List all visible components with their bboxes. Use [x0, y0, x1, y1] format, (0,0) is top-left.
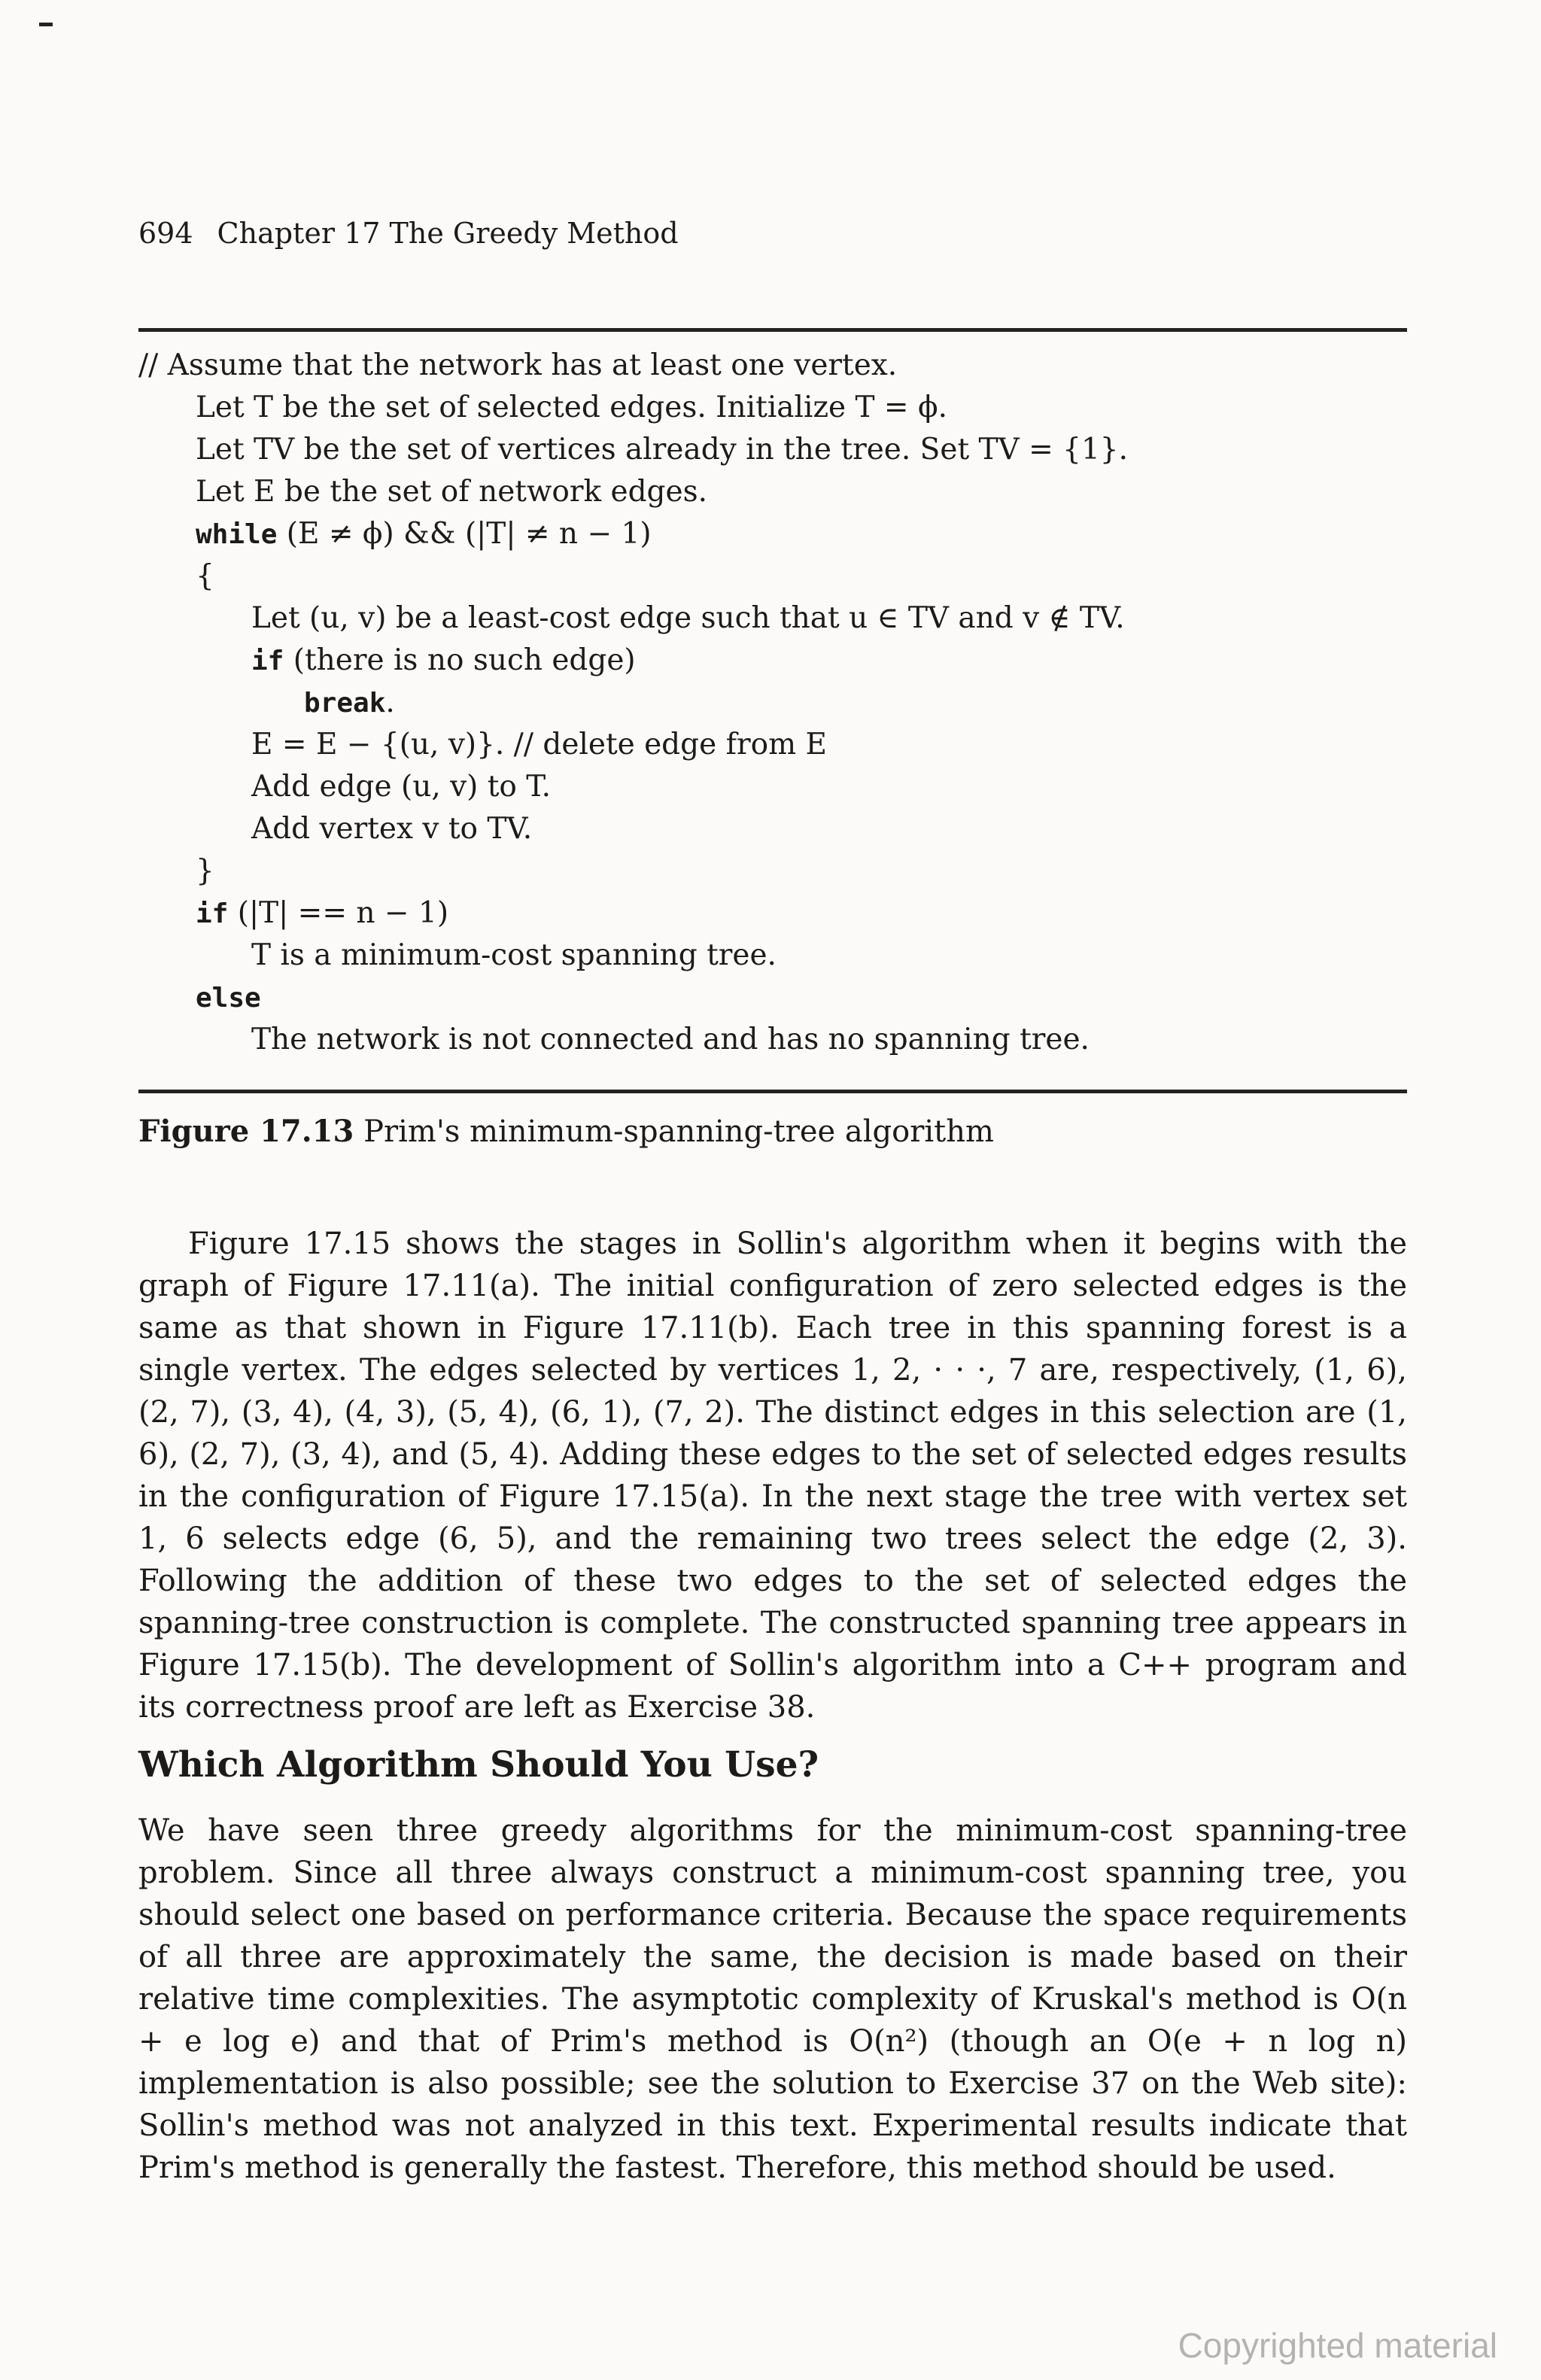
algo-line: // Assume that the network has at least one vertex. — [138, 348, 898, 382]
algo-line: Add edge (u, v) to T. — [251, 770, 551, 804]
figure-bottom-rule — [138, 1090, 1407, 1093]
algo-line: Add vertex v to TV. — [251, 812, 533, 846]
keyword-while: while — [196, 519, 278, 550]
algo-line: Let TV be the set of vertices already in the tree. Set TV = {1}. — [196, 433, 1129, 467]
algo-line: if (there is no such edge) — [251, 643, 636, 677]
copyright-watermark: Copyrighted material — [1178, 2326, 1497, 2365]
figure-caption-text: Prim's minimum-spanning-tree algorithm — [354, 1114, 994, 1149]
algo-line: The network is not connected and has no spanning tree. — [251, 1023, 1090, 1056]
keyword-break: break — [304, 688, 386, 719]
body-paragraph-sollin — [138, 1223, 1407, 1728]
algo-line: Let (u, v) be a least-cost edge such that u ∈ TV and v ∉ TV. — [251, 601, 1125, 635]
page-number: 694 — [138, 217, 193, 250]
algo-line: if (|T| == n − 1) — [196, 896, 449, 930]
figure-top-rule — [138, 328, 1407, 332]
algo-line: break. — [304, 685, 395, 719]
scan-mark — [39, 23, 53, 26]
algo-line: Let E be the set of network edges. — [196, 475, 708, 509]
paragraph-text: Figure 17.15 shows the stages in Sollin's algorithm when it begins with the graph of Figure 17.11(a). The initial configuration of zero selected edges is the same as that shown in Figure 17.11(b). Each tree in this spanning forest is a single vertex. The edges selected by vertices 1, 2, · · ·, 7 are, respectively, (1, 6), (2, 7), (3, 4), (4, 3), (5, 4), (6, 1), (7, 2). The distinct edges in this selection are (1, 6), (2, 7), (3, 4), and (5, 4). Adding these edges to the set of selected edges results in the configuration of Figure 17.15(a). In the next stage the tree with vertex set 1, 6 selects edge (6, 5), and the remaining two trees select the edge (2, 3). Following the addition of these two edges to the set of selected edges the spanning-tree construction is complete. The constructed spanning tree appears in Figure 17.15(b). The development of Sollin's algorithm into a C++ program and its correctness proof are left as Exercise 38. — [138, 1226, 1407, 1725]
algo-line: { — [196, 559, 214, 593]
running-header — [138, 217, 679, 250]
section-heading: Which Algorithm Should You Use? — [138, 1744, 819, 1786]
algo-line: T is a minimum-cost spanning tree. — [251, 938, 777, 972]
algo-line: } — [196, 854, 214, 888]
paragraph-text: We have seen three greedy algorithms for the minimum-cost spanning-tree problem. Since all three always construct a minimum-cost spanning tree, you should select one based on performance criteria. Because the space requirements of all three are approximately the same, the decision is made based on their relative time complexities. The asymptotic complexity of Kruskal's method is O(n + e log e) and that of Prim's method is O(n²) (though an O(e + n log n) implementation is also possible; see the solution to Exercise 37 on the Web site): Sollin's method was not analyzed in this text. Experimental results indicate that Prim's method is generally the fastest. Therefore, this method should be used. — [138, 1813, 1407, 2185]
chapter-title: Chapter 17 The Greedy Method — [217, 217, 679, 250]
keyword-else: else — [196, 983, 261, 1014]
algo-line: while (E ≠ ϕ) && (|T| ≠ n − 1) — [196, 517, 652, 551]
algo-line — [196, 983, 261, 1012]
body-paragraph-which-algorithm — [138, 1810, 1407, 2189]
keyword-if: if — [196, 898, 229, 929]
figure-caption — [138, 1114, 994, 1149]
algo-line: Let T be the set of selected edges. Initialize T = ϕ. — [196, 391, 947, 424]
figure-label: Figure 17.13 — [138, 1114, 354, 1149]
keyword-if: if — [251, 646, 284, 676]
algo-line: E = E − {(u, v)}. // delete edge from E — [251, 728, 827, 761]
